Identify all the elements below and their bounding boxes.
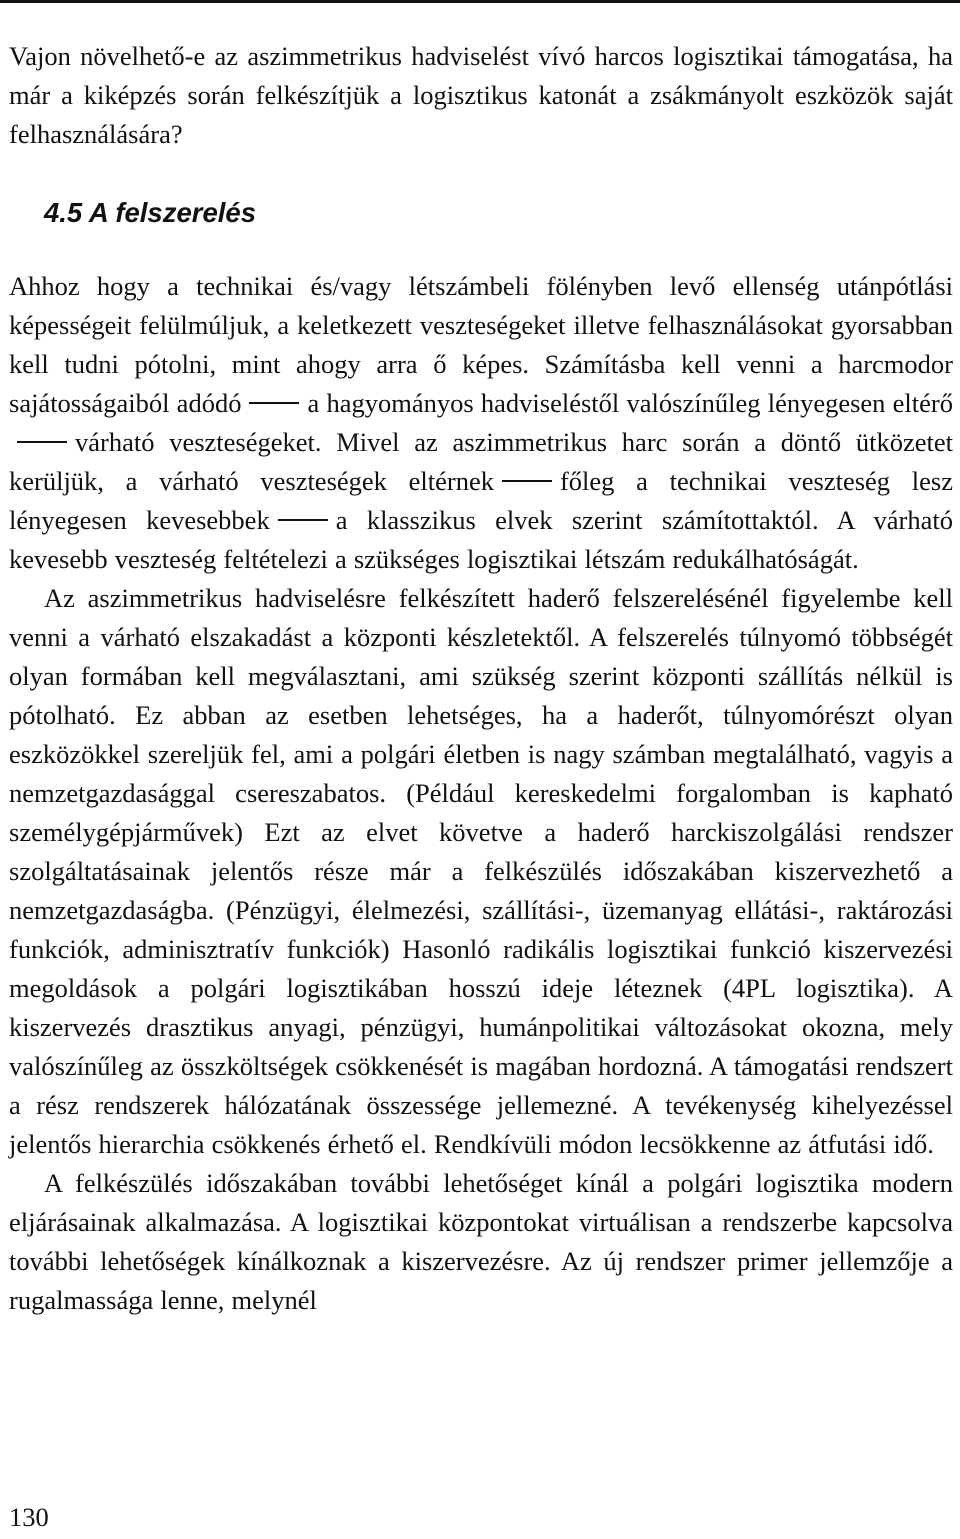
em-dash-4: [278, 519, 328, 521]
paragraph-1: [9, 267, 953, 579]
page-body: [9, 37, 953, 1320]
paragraph-1-text-1: Ahhoz hogy a technikai és/vagy létszámbeli fölényben levő ellenség utánpótlási képességeit felülmúljuk, a keletkezett veszteségeket illetve felhasználásokat gyorsabban kell tudni pótolni, mint ahogy arra ő képes. Számításba kell venni a harcmodor sajátosságaiból adódó: [9, 271, 953, 418]
em-dash-3: [502, 480, 552, 482]
paragraph-1-text-3: várható veszteségeket. Mivel az aszimmetrikus harc során a döntő ütközetet kerüljük, a várható veszteségek eltérnek: [9, 427, 953, 496]
paragraph-1-text-2: a hagyományos hadviseléstől valószínűleg lényegesen eltérő: [307, 388, 953, 418]
em-dash-2: [17, 441, 67, 443]
section-heading: 4.5 A felszerelés: [44, 197, 256, 228]
paragraph-1-text-4: főleg a technikai veszteség lesz lényegesen kevesebbek: [9, 466, 953, 535]
top-rule: [0, 0, 960, 3]
paragraph-3: A felkészülés időszakában további lehetőséget kínál a polgári logisztika modern eljárásainak alkalmazása. A logisztikai központokat virtuálisan a rendszerbe kapcsolva további lehetőségek kínálkoznak a kiszervezésre. Az új rendszer primer jellemzője a rugalmassága lenne, melynél: [9, 1168, 953, 1315]
paragraph-2: Az aszimmetrikus hadviselésre felkészített haderő felszerelésénél figyelembe kell venni a várható elszakadást a központi készletektől. A felszerelés túlnyomó többségét olyan formában kell megválasztani, ami szükség szerint központi szállítás nélkül is pótolható. Ez abban az esetben lehetséges, ha a haderőt, túlnyomórészt olyan eszközökkel szereljük fel, ami a polgári életben is nagy számban megtalálható, vagyis a nemzetgazdasággal csereszabatos. (Például kereskedelmi forgalomban is kapható személygépjárművek) Ezt az elvet követve a haderő harckiszolgálási rendszer szolgáltatásainak jelentős része már a felkészülés időszakában kiszervezhető a nemzetgazdaságba. (Pénzügyi, élelmezési, szállítási-, üzemanyag ellátási-, raktározási funkciók, adminisztratív funkciók) Hasonló radikális logisztikai funkció kiszervezési megoldások a polgári logisztikában hosszú ideje léteznek (4PL logisztika). A kiszervezés drasztikus anyagi, pénzügyi, humánpolitikai változásokat okozna, mely valószínűleg az összköltségek csökkenését is magában hordozná. A támogatási rendszert a rész rendszerek hálózatának összessége jellemezné. A tevékenység kihelyezéssel jelentős hierarchia csökkenés érhető el. Rendkívüli módon lecsökkenne az átfutási idő.: [9, 583, 953, 1159]
paragraph-1-text-5: a klasszikus elvek szerint számítottaktól. A várható kevesebb veszteség feltételezi a szükséges logisztikai létszám redukálhatóságát.: [9, 505, 953, 574]
intro-paragraph: Vajon növelhető-e az aszimmetrikus hadviselést vívó harcos logisztikai támogatása, ha már a kiképzés során felkészítjük a logisztikus katonát a zsákmányolt eszközök saját felhasználására?: [9, 41, 953, 149]
em-dash-1: [249, 402, 299, 404]
page-number: 130: [9, 1502, 49, 1532]
